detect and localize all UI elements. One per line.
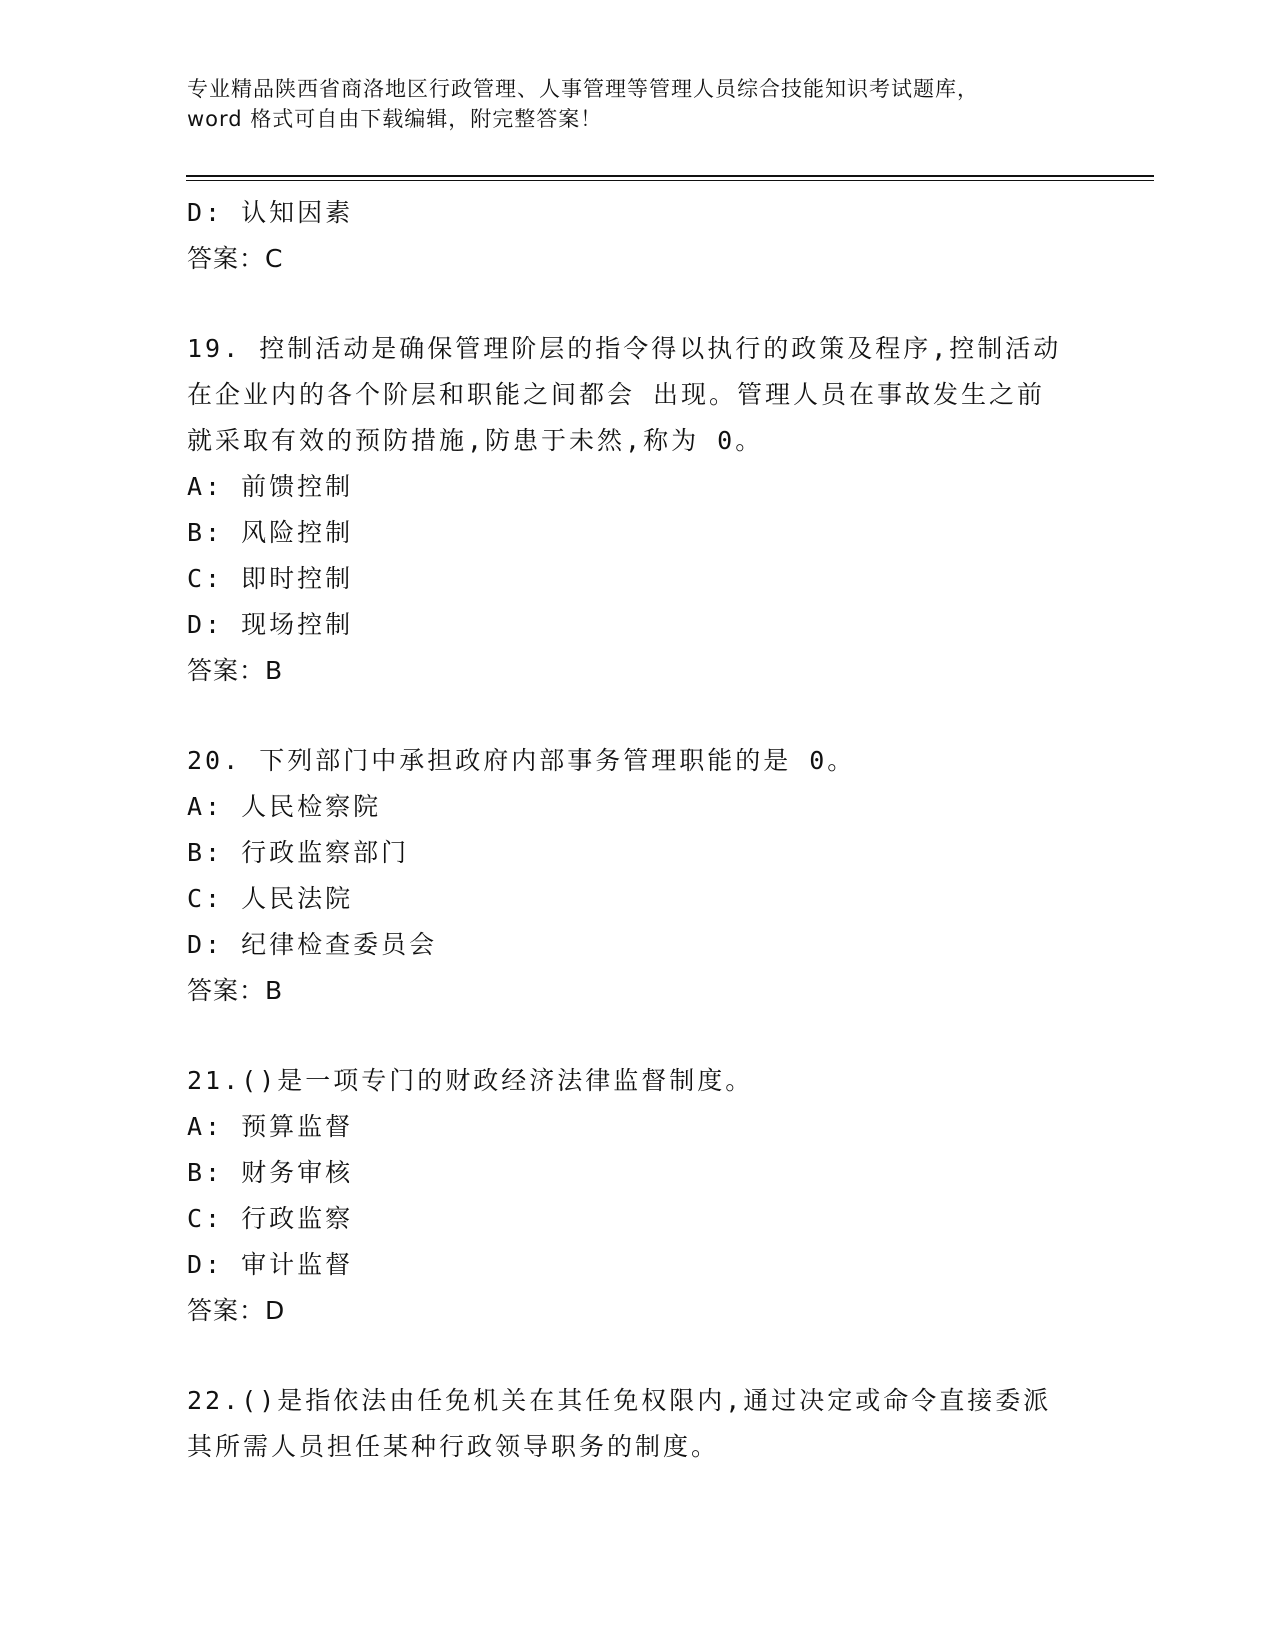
option-d: D: 审计监督 (187, 1250, 354, 1279)
option-d: D: 认知因素 (187, 198, 354, 227)
option-c: C: 人民法院 (187, 884, 354, 913)
option-b: B: 财务审核 (187, 1158, 354, 1187)
question-19 (187, 326, 1087, 694)
option-b: B: 行政监察部门 (187, 838, 410, 867)
question-text-line: 在企业内的各个阶层和职能之间都会 出现。管理人员在事故发生之前 (187, 380, 1046, 409)
document-header (187, 74, 1087, 134)
header-title-line-2: word 格式可自由下载编辑，附完整答案！ (187, 107, 603, 131)
option-b: B: 风险控制 (187, 518, 354, 547)
question-text-line: 19. 控制活动是确保管理阶层的指令得以执行的政策及程序,控制活动 (187, 334, 1062, 363)
header-divider-thick (186, 175, 1154, 177)
option-c: C: 即时控制 (187, 564, 354, 593)
answer-line: 答案：B (187, 656, 284, 685)
question-text-line: 就采取有效的预防措施,防患于未然,称为 0。 (187, 426, 764, 455)
option-d: D: 纪律检查委员会 (187, 930, 438, 959)
answer-line: 答案：C (187, 244, 284, 273)
answer-line: 答案：B (187, 976, 284, 1005)
option-d: D: 现场控制 (187, 610, 354, 639)
header-divider-thin (186, 180, 1154, 181)
option-a: A: 人民检察院 (187, 792, 382, 821)
question-text-line: 21.()是一项专门的财政经济法律监督制度。 (187, 1066, 754, 1095)
answer-line: 答案：D (187, 1296, 286, 1325)
question-21 (187, 1058, 1087, 1334)
question-text-line: 22.()是指依法由任免机关在其任免权限内,通过决定或命令直接委派 (187, 1386, 1052, 1415)
question-20 (187, 738, 1087, 1014)
option-a: A: 预算监督 (187, 1112, 354, 1141)
header-title-line-1: 专业精品陕西省商洛地区行政管理、人事管理等管理人员综合技能知识考试题库， (187, 77, 979, 101)
preceding-question-tail (187, 190, 1087, 282)
option-a: A: 前馈控制 (187, 472, 354, 501)
option-c: C: 行政监察 (187, 1204, 354, 1233)
question-22 (187, 1378, 1087, 1470)
question-text-line: 20. 下列部门中承担政府内部事务管理职能的是 0。 (187, 746, 856, 775)
question-text-line: 其所需人员担任某种行政领导职务的制度。 (187, 1432, 720, 1461)
question-list (187, 190, 1087, 1470)
